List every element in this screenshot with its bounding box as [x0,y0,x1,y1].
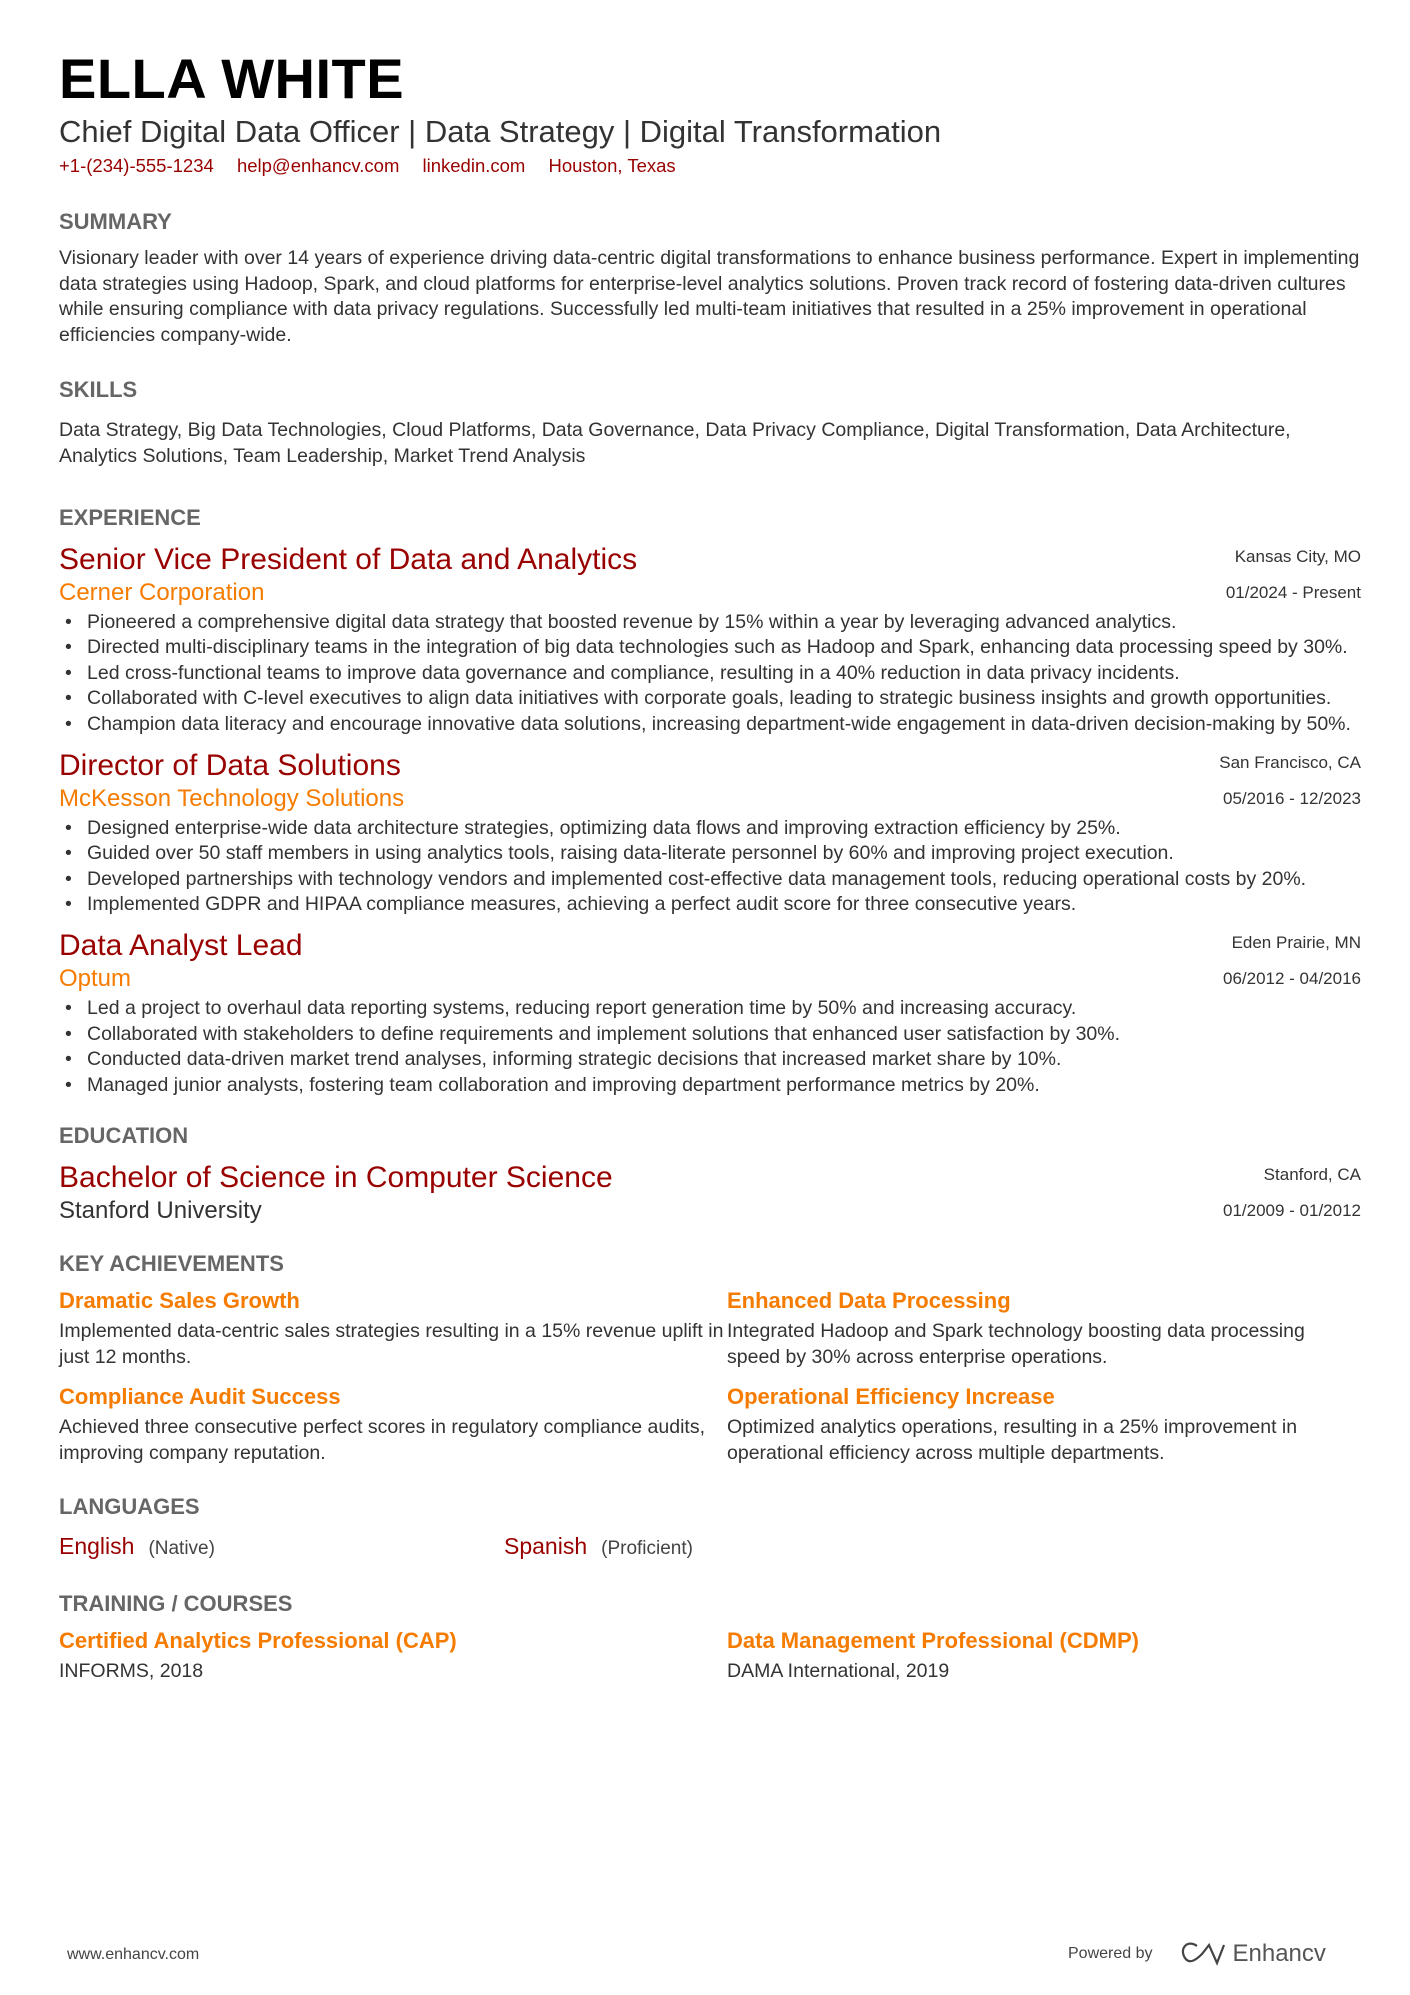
language-item [59,1531,504,1564]
achievement-desc: Implemented data-centric sales strategies resulting in a 15% revenue uplift in just 12 months. [59,1320,724,1368]
company-name: Cerner Corporation [59,578,265,606]
company-name: McKesson Technology Solutions [59,784,405,812]
achievement-item [59,1286,727,1370]
job-location: San Francisco, CA [1219,752,1361,772]
languages-heading: LANGUAGES [59,1493,200,1519]
achievements-grid [59,1286,1361,1466]
job-bullet: • Champion data literacy and encourage innovative data solutions, increasing department-wide engagement in data-driven decision-making by 50%. [59,712,1361,738]
degree: Bachelor of Science in Computer Science [59,1161,613,1195]
training-grid [59,1626,1361,1685]
language-item [504,1531,949,1564]
job-bullet: • Guided over 50 staff members in using analytics tools, raising data-literate personnel by 60% and improving project execution. [59,841,1361,867]
linkedin[interactable]: linkedin.com [422,155,526,176]
job-bullet: • Led cross-functional teams to improve data governance and compliance, resulting in a 40% reduction in data privacy incidents. [59,661,1361,687]
job-bullets [59,816,1361,918]
job-bullets [59,610,1361,738]
achievement-title: Operational Efficiency Increase [727,1384,1055,1410]
course-item [59,1626,727,1685]
job-bullet: • Collaborated with C-level executives to align data initiatives with corporate goals, leading to strategic business insights and growth opportunities. [59,686,1361,712]
achievement-desc: Achieved three consecutive perfect scores in regulatory compliance audits, improving company reputation. [59,1416,706,1465]
job-title: Senior Vice President of Data and Analytics [59,542,638,576]
location: Houston, Texas [548,155,676,176]
education-entry [59,1160,1361,1226]
summary-text: Visionary leader with over 14 years of experience driving data-centric digital transformations to enhance business performance. Expert in implementing data strategies using Hadoop, Spark, and cloud platforms for enterprise-level analytics solutions. Proven track record of fostering data-driven cultures while ensuring compliance with data privacy regulations. Successfully led multi-team initiatives that resulted in a 25% improvement in operational efficiencies company-wide. [59,247,1360,346]
candidate-name: ELLA WHITE [59,47,405,110]
resume [59,48,1361,1684]
job-bullets [59,996,1361,1098]
job-bullet: • Directed multi-disciplinary teams in the integration of big data technologies such as Hadoop and Spark, enhancing data processing speed by 30%. [59,635,1361,661]
job-entry [59,748,1361,918]
language-level: (Proficient) [601,1537,693,1559]
course-title: Certified Analytics Professional (CAP) [59,1627,457,1653]
skills-text: Data Strategy, Big Data Technologies, Cloud Platforms, Data Governance, Data Privacy Compliance, Digital Transformation, Data Architecture, Analytics Solutions, Team Leadership, Market Trend Analysis [59,419,1291,467]
course-desc: INFORMS, 2018 [59,1659,204,1682]
job-bullet: • Pioneered a comprehensive digital data strategy that boosted revenue by 15% within a year by leveraging advanced analytics. [59,610,1361,636]
achievement-item [727,1382,1361,1466]
achievement-item [59,1382,727,1466]
languages-list [59,1531,1361,1564]
headline: Chief Digital Data Officer | Data Strategy | Digital Transformation [59,114,942,149]
achievements-heading: KEY ACHIEVEMENTS [59,1251,284,1277]
footer-website[interactable]: www.enhancv.com [67,1946,200,1963]
job-location: Kansas City, MO [1234,546,1361,566]
achievement-item [727,1286,1361,1370]
experience-heading: EXPERIENCE [59,504,201,530]
company-name: Optum [59,964,132,992]
job-bullet: • Designed enterprise-wide data architecture strategies, optimizing data flows and improving extraction efficiency by 25%. [59,816,1361,842]
achievement-title: Enhanced Data Processing [727,1288,1011,1314]
email[interactable]: help@enhancv.com [236,155,400,176]
training-heading: TRAINING / COURSES [59,1590,293,1616]
education-dates: 01/2009 - 01/2012 [1222,1201,1361,1221]
language-name: English [59,1532,135,1559]
course-item [727,1626,1361,1685]
job-dates: 06/2012 - 04/2016 [1222,968,1361,988]
achievement-desc: Integrated Hadoop and Spark technology boosting data processing speed by 30% across enterprise operations. [727,1320,1305,1368]
job-bullet: • Led a project to overhaul data reporting systems, reducing report generation time by 50% and increasing accuracy. [59,996,1361,1022]
job-bullet: • Collaborated with stakeholders to define requirements and implement solutions that enhanced user satisfaction by 30%. [59,1022,1361,1048]
achievement-title: Dramatic Sales Growth [59,1288,300,1314]
job-title: Director of Data Solutions [59,748,401,782]
enhancv-logo-text: Enhancv [1232,1940,1326,1967]
job-location: Eden Prairie, MN [1231,932,1361,952]
language-name: Spanish [504,1532,588,1559]
job-entry [59,928,1361,1098]
job-title: Data Analyst Lead [59,928,303,962]
enhancv-logo-icon [1179,1941,1225,1967]
job-bullet: • Implemented GDPR and HIPAA compliance measures, achieving a perfect audit score for three consecutive years. [59,892,1361,918]
summary-heading: SUMMARY [59,209,172,234]
job-bullet: • Developed partnerships with technology vendors and implemented cost-effective data management tools, reducing operational costs by 20%. [59,867,1361,893]
language-level: (Native) [148,1537,215,1559]
phone[interactable]: +1-(234)-555-1234 [59,155,214,176]
achievement-desc: Optimized analytics operations, resulting in a 25% improvement in operational efficiency across multiple departments. [727,1416,1298,1465]
skills-heading: SKILLS [59,377,138,403]
course-title: Data Management Professional (CDMP) [727,1627,1139,1653]
job-dates: 01/2024 - Present [1225,582,1361,602]
course-desc: DAMA International, 2019 [727,1659,950,1682]
job-bullet: • Managed junior analysts, fostering team collaboration and improving department performance metrics by 20%. [59,1073,1361,1099]
powered-by [1068,1940,1326,1968]
powered-by-label: Powered by [1068,1945,1153,1962]
contact-info [59,154,1361,178]
school: Stanford University [59,1197,262,1225]
achievement-title: Compliance Audit Success [59,1384,341,1410]
experience-list [59,542,1361,1099]
job-entry [59,542,1361,738]
enhancv-logo[interactable] [1179,1940,1326,1968]
job-dates: 05/2016 - 12/2023 [1222,788,1361,808]
education-heading: EDUCATION [59,1123,189,1149]
education-location: Stanford, CA [1263,1165,1361,1185]
job-bullet: • Conducted data-driven market trend analyses, informing strategic decisions that increased market share by 10%. [59,1047,1361,1073]
